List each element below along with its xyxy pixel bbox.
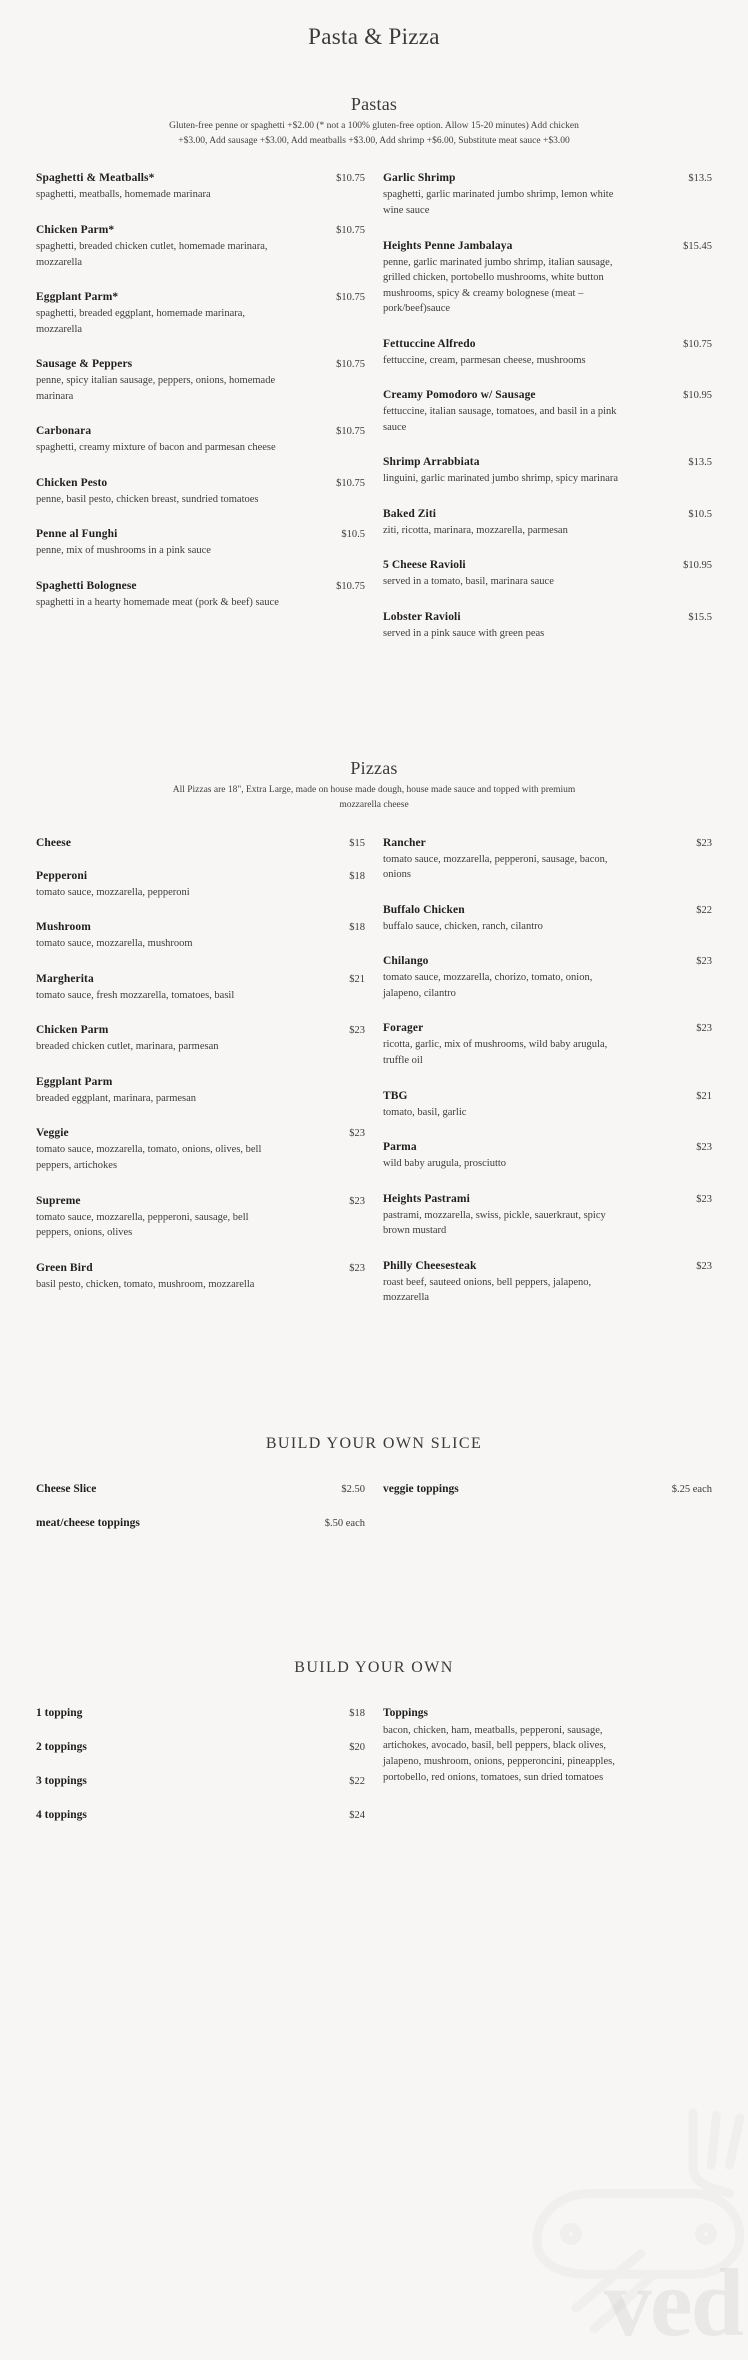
menu-item-head <box>36 580 365 592</box>
menu-item[interactable] <box>36 172 365 203</box>
menu-item[interactable] <box>36 425 365 456</box>
menu-item-head <box>36 291 365 303</box>
menu-item-name: Fettuccine Alfredo <box>383 337 476 350</box>
menu-item-price: $13.5 <box>688 173 712 185</box>
menu-item-head <box>383 1022 712 1034</box>
menu-item-price: $10.5 <box>341 529 365 541</box>
menu-item-description: buffalo sauce, chicken, ranch, cilantro <box>383 920 543 932</box>
menu-item[interactable] <box>36 291 365 337</box>
byo-row-price: $.25 each <box>671 1483 712 1495</box>
menu-item-name: Creamy Pomodoro w/ Sausage <box>383 389 536 402</box>
menu-item-price: $10.75 <box>336 292 365 304</box>
menu-item-price: $18 <box>349 922 365 934</box>
menu-item-description: spaghetti, breaded chicken cutlet, homemade marinara, mozzarella <box>36 240 268 268</box>
menu-item-description: served in a pink sauce with green peas <box>383 627 545 639</box>
byo-row-head <box>36 1483 365 1495</box>
menu-item-name: Veggie <box>36 1127 69 1140</box>
menu-item-name: Lobster Ravioli <box>383 610 461 623</box>
menu-item-price: $10.95 <box>683 390 712 402</box>
menu-item-name: Eggplant Parm <box>36 1075 113 1088</box>
menu-item-description: breaded chicken cutlet, marinara, parmesan <box>36 1041 219 1053</box>
menu-item-head <box>383 240 712 252</box>
menu-item[interactable] <box>383 389 712 435</box>
menu-item-head <box>383 338 712 350</box>
menu-item-price: $23 <box>349 1025 365 1037</box>
byo-row-price: $22 <box>349 1775 365 1787</box>
byo-row[interactable] <box>36 1741 365 1753</box>
byo-slice-title: BUILD YOUR OWN SLICE <box>265 1434 483 1452</box>
byo-row[interactable] <box>36 1809 365 1821</box>
menu-item-price: $23 <box>696 1193 712 1205</box>
menu-item-description: spaghetti, breaded eggplant, homemade marinara, mozzarella <box>36 308 246 335</box>
menu-item-price: $10.75 <box>336 426 365 438</box>
menu-item-name: Mushroom <box>36 921 91 934</box>
byo-row-label: meat/cheese toppings <box>36 1516 140 1529</box>
byo-row-head <box>383 1483 712 1495</box>
byo-row-label: 1 topping <box>36 1706 83 1719</box>
fork-knife-watermark-icon <box>498 2100 748 2360</box>
pizzas-columns <box>0 837 748 1327</box>
byo-row-price: $20 <box>349 1741 365 1753</box>
watermark-text: ved <box>604 2249 742 2356</box>
menu-item-price: $10.95 <box>683 560 712 572</box>
byo-row-label: 2 toppings <box>36 1740 87 1753</box>
byo-row-head <box>36 1775 365 1787</box>
menu-item-description: tomato, basil, garlic <box>383 1106 467 1118</box>
byo-row-label: Toppings <box>383 1706 428 1719</box>
menu-item-name: Green Bird <box>36 1261 93 1274</box>
menu-item-description: pastrami, mozzarella, swiss, pickle, sauerkraut, spicy brown mustard <box>383 1209 606 1237</box>
pizzas-left-column <box>36 837 365 1313</box>
section-title-pizzas: Pizzas <box>350 758 398 779</box>
byo-row-price: $24 <box>349 1809 365 1821</box>
byo-slice-left-column <box>36 1483 365 1551</box>
menu-item[interactable] <box>383 904 712 935</box>
menu-item-head <box>383 508 712 520</box>
byo-toppings-block[interactable] <box>383 1707 712 1786</box>
menu-item[interactable] <box>383 456 712 487</box>
byo-row-price: $2.50 <box>341 1483 365 1495</box>
byo-columns <box>0 1707 748 1843</box>
menu-item-head <box>383 611 712 623</box>
menu-item-head <box>383 1090 712 1102</box>
menu-item-price: $21 <box>349 973 365 985</box>
menu-item-description: penne, basil pesto, chicken breast, sundried tomatoes <box>36 493 259 505</box>
byo-row[interactable] <box>383 1483 712 1495</box>
menu-item-description: fettuccine, italian sausage, tomatoes, and basil in a pink sauce <box>383 406 617 433</box>
menu-item-description: tomato sauce, mozzarella, pepperoni, sausage, bacon, onions <box>383 853 608 881</box>
menu-item-price: $23 <box>696 1260 712 1272</box>
menu-item[interactable] <box>36 1195 365 1241</box>
menu-item-name: Sausage & Peppers <box>36 358 133 371</box>
menu-item-name: Supreme <box>36 1194 81 1207</box>
menu-item-name: Chicken Pesto <box>36 476 108 489</box>
menu-item[interactable] <box>36 580 365 611</box>
menu-item-name: Forager <box>383 1022 424 1035</box>
menu-item[interactable] <box>36 1262 365 1293</box>
menu-item-description: ricotta, garlic, mix of mushrooms, wild baby arugula, truffle oil <box>383 1039 608 1066</box>
menu-item-description: penne, spicy italian sausage, peppers, onions, homemade marinara <box>36 375 276 402</box>
byo-row-label: 3 toppings <box>36 1774 87 1787</box>
menu-item-head <box>36 528 365 540</box>
menu-item-price: $23 <box>696 1023 712 1035</box>
menu-item-head <box>383 1260 712 1272</box>
menu-item-price: $21 <box>696 1090 712 1102</box>
section-note-pizzas: All Pizzas are 18", Extra Large, made on house made dough, house made sauce and topped with premium mozzarella cheese <box>172 785 576 811</box>
menu-item-name: Carbonara <box>36 425 92 438</box>
menu-item-description: fettuccine, cream, parmesan cheese, mushrooms <box>383 354 586 366</box>
menu-item[interactable] <box>383 1141 712 1172</box>
menu-item-price: $23 <box>349 1262 365 1274</box>
menu-item-name: Spaghetti & Meatballs* <box>36 172 155 185</box>
menu-item-description: tomato sauce, mozzarella, pepperoni <box>36 886 190 898</box>
byo-row-head <box>36 1517 365 1529</box>
menu-item-price: $10.5 <box>688 508 712 520</box>
section-title-pastas: Pastas <box>350 94 398 114</box>
byo-row-head <box>36 1741 365 1753</box>
menu-item-name: Chicken Parm <box>36 1024 109 1037</box>
byo-toppings-list: bacon, chicken, ham, meatballs, pepperoni, sausage, artichokes, avocado, basil, bell peppers, black olives, jalapeno, mushroom, onions, pepperoncini, pineapples, portobello, red onions, tomatoes, sun dried tomatoes <box>383 1724 615 1783</box>
menu-item-name: Philly Cheesesteak <box>383 1259 477 1272</box>
menu-item-description: spaghetti in a hearty homemade meat (pork & beef) sauce <box>36 596 279 608</box>
menu-item[interactable] <box>36 1024 365 1055</box>
byo-row[interactable] <box>36 1775 365 1787</box>
pastas-columns <box>0 172 748 662</box>
menu-item-name: Eggplant Parm* <box>36 291 119 304</box>
menu-item-description: roast beef, sauteed onions, bell peppers, jalapeno, mozzarella <box>383 1276 592 1304</box>
menu-item-price: $23 <box>696 1142 712 1154</box>
pastas-right-column <box>383 172 712 662</box>
menu-item[interactable] <box>36 528 365 559</box>
byo-row-price: $.50 each <box>324 1517 365 1529</box>
byo-slice-columns <box>0 1483 748 1551</box>
menu-item[interactable] <box>383 837 712 883</box>
menu-item-description: wild baby arugula, prosciutto <box>383 1158 507 1170</box>
section-pastas <box>0 94 748 662</box>
menu-item-head <box>383 559 712 571</box>
menu-item-price: $10.75 <box>336 477 365 489</box>
section-build-your-own <box>0 1659 748 1843</box>
menu-item[interactable] <box>36 921 365 952</box>
menu-item-head <box>36 172 365 184</box>
menu-item-description: served in a tomato, basil, marinara sauce <box>383 576 554 588</box>
menu-item-description: basil pesto, chicken, tomato, mushroom, mozzarella <box>36 1278 255 1290</box>
menu-item-name: TBG <box>383 1089 408 1102</box>
page-title: Pasta & Pizza <box>308 24 440 49</box>
menu-item-head <box>383 1141 712 1153</box>
menu-item[interactable] <box>383 172 712 218</box>
menu-item-name: Chilango <box>383 955 429 968</box>
menu-item[interactable] <box>36 1127 365 1173</box>
menu-item-price: $23 <box>696 956 712 968</box>
menu-item-head <box>36 973 365 985</box>
byo-left-column <box>36 1707 365 1843</box>
pastas-left-column <box>36 172 365 631</box>
menu-item[interactable] <box>383 559 712 590</box>
menu-item-price: $22 <box>696 904 712 916</box>
menu-item[interactable] <box>36 837 365 849</box>
menu-item-head <box>36 358 365 370</box>
menu-item-head <box>36 837 365 849</box>
menu-item-price: $10.75 <box>336 173 365 185</box>
menu-item-description: spaghetti, creamy mixture of bacon and parmesan cheese <box>36 442 276 454</box>
menu-item-price: $23 <box>349 1195 365 1207</box>
menu-item[interactable] <box>36 358 365 404</box>
byo-row-price: $18 <box>349 1707 365 1719</box>
menu-item-description: penne, mix of mushrooms in a pink sauce <box>36 545 211 557</box>
byo-title: BUILD YOUR OWN <box>294 1658 454 1676</box>
menu-item-head <box>383 904 712 916</box>
menu-item-description: spaghetti, garlic marinated jumbo shrimp, lemon white wine sauce <box>383 189 614 216</box>
byo-row-label: veggie toppings <box>383 1482 459 1495</box>
byo-row-head <box>36 1809 365 1821</box>
menu-item-name: Chicken Parm* <box>36 223 115 236</box>
menu-item-name: Rancher <box>383 836 426 849</box>
menu-item-price: $10.75 <box>336 359 365 371</box>
menu-item-description: tomato sauce, mozzarella, tomato, onions, olives, bell peppers, artichokes <box>36 1144 262 1171</box>
menu-item-head <box>36 921 365 933</box>
menu-item-price: $23 <box>696 837 712 849</box>
byo-row[interactable] <box>36 1483 365 1495</box>
menu-item-head <box>36 1076 365 1088</box>
menu-item-head <box>36 1127 365 1139</box>
menu-item-description: breaded eggplant, marinara, parmesan <box>36 1092 197 1104</box>
menu-item-price: $10.75 <box>683 338 712 350</box>
menu-item-head <box>36 224 365 236</box>
menu-item-price: $23 <box>349 1128 365 1140</box>
menu-item-name: 5 Cheese Ravioli <box>383 559 466 572</box>
menu-item-price: $10.75 <box>336 580 365 592</box>
byo-row[interactable] <box>36 1517 365 1529</box>
section-build-your-own-slice <box>0 1435 748 1551</box>
menu-item-head <box>383 172 712 184</box>
menu-item[interactable] <box>36 973 365 1004</box>
menu-item[interactable] <box>36 1076 365 1107</box>
menu-item-head <box>36 1024 365 1036</box>
menu-item-name: Garlic Shrimp <box>383 172 456 185</box>
byo-row-label: 4 toppings <box>36 1808 87 1821</box>
menu-item[interactable] <box>383 1193 712 1239</box>
menu-item[interactable] <box>383 1260 712 1306</box>
menu-item[interactable] <box>383 338 712 369</box>
menu-item-name: Margherita <box>36 972 94 985</box>
menu-item[interactable] <box>383 1090 712 1121</box>
menu-item[interactable] <box>383 508 712 539</box>
menu-item[interactable] <box>383 611 712 642</box>
menu-item-name: Shrimp Arrabbiata <box>383 456 480 469</box>
byo-slice-right-column <box>383 1483 712 1517</box>
menu-item-head <box>36 1262 365 1274</box>
menu-item-name: Cheese <box>36 836 72 849</box>
bottom-spacer <box>0 1843 748 1913</box>
menu-item[interactable] <box>383 240 712 317</box>
menu-item[interactable] <box>36 477 365 508</box>
byo-row[interactable] <box>36 1707 365 1719</box>
menu-item-name: Penne al Funghi <box>36 528 118 541</box>
menu-item-price: $18 <box>349 870 365 882</box>
menu-item-head <box>383 955 712 967</box>
section-pizzas <box>0 758 748 1326</box>
menu-item-price: $15.5 <box>688 611 712 623</box>
menu-item-price: $10.75 <box>336 224 365 236</box>
byo-row-head <box>36 1707 365 1719</box>
menu-item-head <box>383 1193 712 1205</box>
byo-row-label: Cheese Slice <box>36 1482 97 1495</box>
menu-item-name: Baked Ziti <box>383 507 437 520</box>
byo-right-column <box>383 1707 712 1808</box>
menu-item-head <box>36 1195 365 1207</box>
menu-item-price: $15.45 <box>683 240 712 252</box>
menu-item-head <box>383 837 712 849</box>
menu-item-name: Pepperoni <box>36 869 88 882</box>
menu-item-name: Heights Penne Jambalaya <box>383 239 513 252</box>
menu-item-description: spaghetti, meatballs, homemade marinara <box>36 189 211 201</box>
menu-item-description: tomato sauce, fresh mozzarella, tomatoes, basil <box>36 989 235 1001</box>
menu-item-name: Buffalo Chicken <box>383 903 465 916</box>
menu-item-head <box>36 477 365 489</box>
menu-item-description: ziti, ricotta, marinara, mozzarella, parmesan <box>383 524 568 536</box>
pizzas-right-column <box>383 837 712 1327</box>
menu-item-head <box>383 389 712 401</box>
menu-item[interactable] <box>36 224 365 270</box>
menu-item-price: $15 <box>349 837 365 849</box>
menu-item-name: Spaghetti Bolognese <box>36 579 137 592</box>
menu-item-name: Heights Pastrami <box>383 1192 470 1205</box>
menu-item-head <box>36 425 365 437</box>
menu-item[interactable] <box>36 870 365 901</box>
menu-item-description: tomato sauce, mozzarella, pepperoni, sausage, bell peppers, onions, olives <box>36 1211 249 1239</box>
menu-item-head <box>36 870 365 882</box>
menu-item[interactable] <box>383 1022 712 1068</box>
menu-item-description: linguini, garlic marinated jumbo shrimp, spicy marinara <box>383 473 619 485</box>
menu-item-name: Parma <box>383 1141 417 1154</box>
menu-item-description: tomato sauce, mozzarella, mushroom <box>36 938 193 950</box>
byo-row-head <box>383 1707 712 1719</box>
menu-item-head <box>383 456 712 468</box>
section-note-pastas: Gluten-free penne or spaghetti +$2.00 (* not a 100% gluten-free option. Allow 15-20 minutes) Add chicken +$3.00, Add sausage +$3.00, Add meatballs +$3.00, Add shrimp +$6.00, Substitute meat sauce +$3.00 <box>169 121 579 146</box>
menu-item-description: penne, garlic marinated jumbo shrimp, italian sausage, grilled chicken, portobello mushrooms, white button mushrooms, spicy & creamy bolognese (meat – pork/beef)sauce <box>383 256 613 315</box>
menu-item-price: $13.5 <box>688 457 712 469</box>
menu-item-description: tomato sauce, mozzarella, chorizo, tomato, onion, jalapeno, cilantro <box>383 972 593 999</box>
menu-item[interactable] <box>383 955 712 1001</box>
